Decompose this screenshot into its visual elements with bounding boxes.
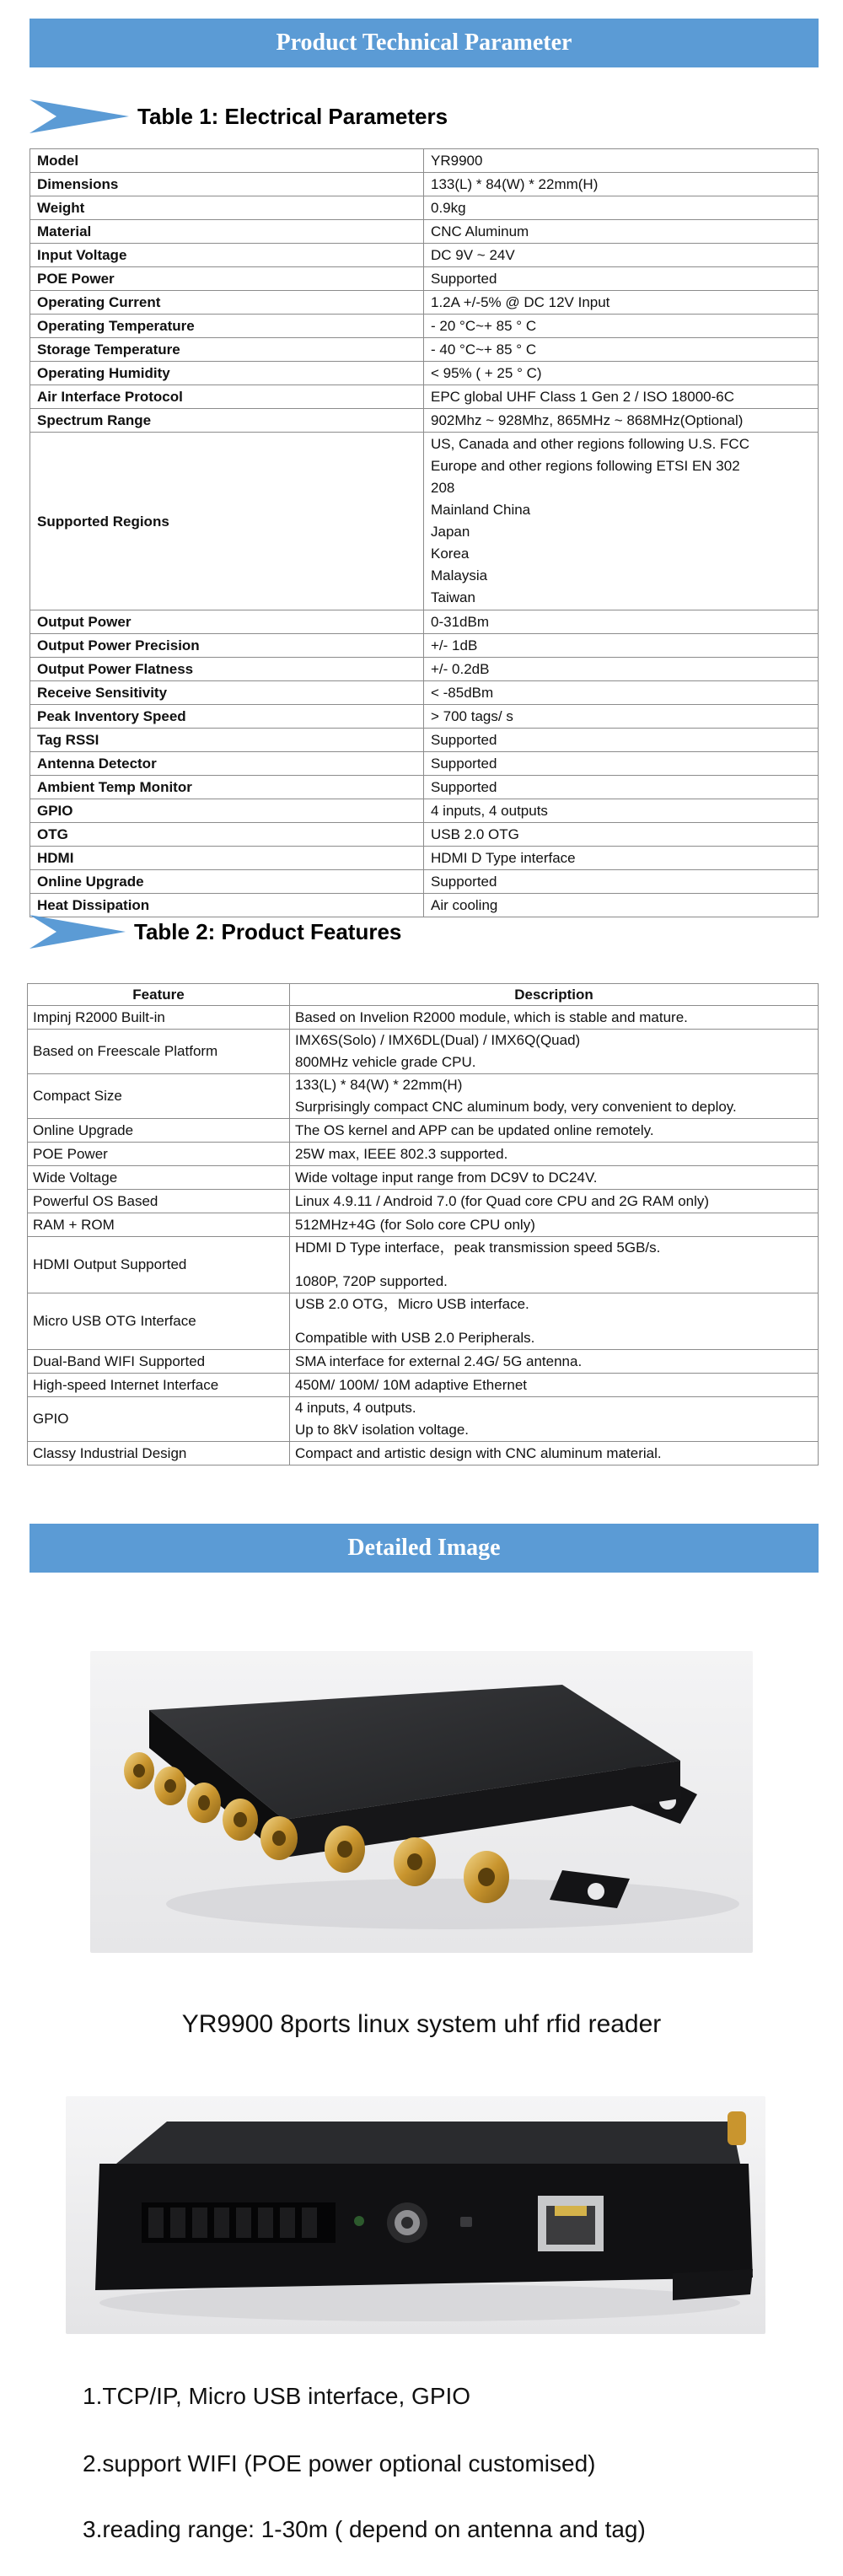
- feature-cell: Classy Industrial Design: [28, 1442, 290, 1465]
- parameter-name: Output Power Precision: [30, 634, 424, 658]
- description-cell: [290, 1030, 819, 1074]
- region-line: Korea: [431, 546, 470, 562]
- technical-parameter-banner: [30, 19, 819, 67]
- parameter-value: Supported: [424, 870, 819, 894]
- table-row: [30, 433, 819, 610]
- description-line: Compatible with USB 2.0 Peripherals.: [295, 1330, 535, 1346]
- table-row: [30, 847, 819, 870]
- description-cell: [290, 1074, 819, 1119]
- table-row: [30, 823, 819, 847]
- region-line: 208: [431, 480, 455, 496]
- region-line: Mainland China: [431, 502, 531, 518]
- parameter-value: [424, 433, 819, 610]
- feature-column-header: Feature: [28, 984, 290, 1006]
- feature-cell: Online Upgrade: [28, 1119, 290, 1143]
- parameter-name: Operating Temperature: [30, 315, 424, 338]
- table-row: [30, 409, 819, 433]
- description-cell: [290, 1006, 819, 1030]
- description-line: Surprisingly compact CNC aluminum body, very convenient to deploy.: [295, 1099, 737, 1115]
- parameter-name: OTG: [30, 823, 424, 847]
- product-caption: YR9900 8ports linux system uhf rfid reader: [181, 2010, 662, 2038]
- parameter-name: Weight: [30, 196, 424, 220]
- table-row: [30, 196, 819, 220]
- table-row: [30, 267, 819, 291]
- parameter-value: HDMI D Type interface: [424, 847, 819, 870]
- parameter-value: Supported: [424, 752, 819, 776]
- feature-cell: HDMI Output Supported: [28, 1237, 290, 1293]
- description-line: 25W max, IEEE 802.3 supported.: [295, 1145, 508, 1162]
- table-row: [28, 1074, 819, 1119]
- feature-bullet: 1.TCP/IP, Micro USB interface, GPIO: [83, 2383, 471, 2409]
- feature-cell: High-speed Internet Interface: [28, 1374, 290, 1397]
- feature-cell: Impinj R2000 Built-in: [28, 1006, 290, 1030]
- parameter-value: Supported: [424, 267, 819, 291]
- description-line: IMX6S(Solo) / IMX6DL(Dual) / IMX6Q(Quad): [295, 1032, 581, 1048]
- table-row: [30, 362, 819, 385]
- table-row: [30, 173, 819, 196]
- parameter-name: Tag RSSI: [30, 729, 424, 752]
- detailed-image-banner: [30, 1524, 819, 1573]
- parameter-value: +/- 1dB: [424, 634, 819, 658]
- parameter-value: < 95% ( + 25 ° C): [424, 362, 819, 385]
- description-cell: [290, 1190, 819, 1213]
- table-row: [28, 1006, 819, 1030]
- table-row: [30, 634, 819, 658]
- parameter-name: HDMI: [30, 847, 424, 870]
- table1-heading: [30, 95, 448, 137]
- parameter-name: Spectrum Range: [30, 409, 424, 433]
- parameter-name: Storage Temperature: [30, 338, 424, 362]
- parameter-value: CNC Aluminum: [424, 220, 819, 244]
- description-line: Wide voltage input range from DC9V to DC24V.: [295, 1169, 598, 1186]
- description-cell: [290, 1374, 819, 1397]
- parameter-name: Dimensions: [30, 173, 424, 196]
- description-line: 133(L) * 84(W) * 22mm(H): [295, 1077, 463, 1093]
- table-row: [28, 1030, 819, 1074]
- table-row: [30, 385, 819, 409]
- table-row: [28, 1190, 819, 1213]
- parameter-name: Ambient Temp Monitor: [30, 776, 424, 799]
- table-header-row: [28, 984, 819, 1006]
- description-cell: [290, 1442, 819, 1465]
- parameter-name: Output Power: [30, 610, 424, 634]
- parameter-value: USB 2.0 OTG: [424, 823, 819, 847]
- table-row: [28, 1293, 819, 1350]
- feature-cell: Dual-Band WIFI Supported: [28, 1350, 290, 1374]
- parameter-name: GPIO: [30, 799, 424, 823]
- table-row: [30, 610, 819, 634]
- parameter-value: < -85dBm: [424, 681, 819, 705]
- parameter-value: Air cooling: [424, 894, 819, 917]
- feature-cell: RAM + ROM: [28, 1213, 290, 1237]
- description-line: 4 inputs, 4 outputs.: [295, 1400, 416, 1416]
- parameter-name: Supported Regions: [30, 433, 424, 610]
- description-cell: [290, 1293, 819, 1350]
- parameter-name: Antenna Detector: [30, 752, 424, 776]
- table-row: [30, 776, 819, 799]
- table-row: [30, 752, 819, 776]
- description-line: The OS kernel and APP can be updated online remotely.: [295, 1121, 654, 1138]
- description-line: 450M/ 100M/ 10M adaptive Ethernet: [295, 1376, 527, 1393]
- table-row: [30, 220, 819, 244]
- feature-cell: Powerful OS Based: [28, 1190, 290, 1213]
- product-features-table: [27, 983, 819, 1465]
- parameter-name: Heat Dissipation: [30, 894, 424, 917]
- parameter-value: DC 9V ~ 24V: [424, 244, 819, 267]
- table2-title: Table 2: Product Features: [134, 918, 402, 944]
- parameter-name: Model: [30, 149, 424, 173]
- parameter-name: Peak Inventory Speed: [30, 705, 424, 729]
- parameter-value: 133(L) * 84(W) * 22mm(H): [424, 173, 819, 196]
- description-line: 800MHz vehicle grade CPU.: [295, 1054, 476, 1070]
- parameter-value: 1.2A +/-5% @ DC 12V Input: [424, 291, 819, 315]
- table2-heading: [30, 911, 401, 953]
- parameter-name: Operating Current: [30, 291, 424, 315]
- table-row: [30, 338, 819, 362]
- description-line: HDMI D Type interface，peak transmission speed 5GB/s.: [295, 1240, 661, 1256]
- table-row: [30, 149, 819, 173]
- parameter-name: Output Power Flatness: [30, 658, 424, 681]
- description-line: [295, 1315, 813, 1327]
- parameter-value: - 40 °C~+ 85 ° C: [424, 338, 819, 362]
- region-line: Taiwan: [431, 589, 475, 605]
- parameter-value: YR9900: [424, 149, 819, 173]
- description-column-header: Description: [290, 984, 819, 1006]
- parameter-value: - 20 °C~+ 85 ° C: [424, 315, 819, 338]
- banner-title: Detailed Image: [347, 1535, 501, 1561]
- reader-rear-panel-photo: [66, 2096, 765, 2334]
- description-line: [295, 1259, 813, 1271]
- table-row: [30, 705, 819, 729]
- parameter-name: Operating Humidity: [30, 362, 424, 385]
- description-line: 512MHz+4G (for Solo core CPU only): [295, 1216, 535, 1233]
- parameter-value: 4 inputs, 4 outputs: [424, 799, 819, 823]
- table-row: [28, 1397, 819, 1442]
- feature-cell: Wide Voltage: [28, 1166, 290, 1190]
- parameter-name: Online Upgrade: [30, 870, 424, 894]
- table-row: [28, 1166, 819, 1190]
- description-cell: [290, 1119, 819, 1143]
- banner-title: Product Technical Parameter: [276, 30, 572, 56]
- table-row: [28, 1374, 819, 1397]
- table-row: [30, 681, 819, 705]
- parameter-name: Receive Sensitivity: [30, 681, 424, 705]
- description-line: Up to 8kV isolation voltage.: [295, 1422, 470, 1438]
- parameter-value: 902Mhz ~ 928Mhz, 865MHz ~ 868MHz(Optional): [424, 409, 819, 433]
- parameter-value: 0.9kg: [424, 196, 819, 220]
- reader-antenna-ports-photo: [90, 1651, 753, 1953]
- table-row: [30, 244, 819, 267]
- region-line: Malaysia: [431, 567, 488, 583]
- region-line: US, Canada and other regions following U.S. FCC: [431, 436, 749, 452]
- description-cell: [290, 1213, 819, 1237]
- parameter-value: Supported: [424, 729, 819, 752]
- table-row: [30, 799, 819, 823]
- table-row: [30, 729, 819, 752]
- feature-cell: Micro USB OTG Interface: [28, 1293, 290, 1350]
- arrow-icon: [30, 99, 129, 133]
- region-line: Europe and other regions following ETSI EN 302: [431, 458, 740, 474]
- table-row: [28, 1213, 819, 1237]
- table-row: [28, 1237, 819, 1293]
- parameter-name: POE Power: [30, 267, 424, 291]
- feature-bullet: 2.support WIFI (POE power optional customised): [83, 2450, 596, 2477]
- table-row: [28, 1350, 819, 1374]
- description-line: Linux 4.9.11 / Android 7.0 (for Quad core CPU and 2G RAM only): [295, 1192, 710, 1209]
- parameter-value: +/- 0.2dB: [424, 658, 819, 681]
- parameter-value: EPC global UHF Class 1 Gen 2 / ISO 18000-6C: [424, 385, 819, 409]
- table-row: [30, 870, 819, 894]
- feature-bullet: 3.reading range: 1-30m ( depend on antenna and tag): [83, 2516, 646, 2542]
- feature-cell: Compact Size: [28, 1074, 290, 1119]
- table-row: [28, 1119, 819, 1143]
- arrow-icon: [30, 915, 126, 949]
- description-cell: [290, 1166, 819, 1190]
- description-cell: [290, 1397, 819, 1442]
- description-line: USB 2.0 OTG，Micro USB interface.: [295, 1296, 529, 1312]
- table-row: [28, 1143, 819, 1166]
- parameter-value: 0-31dBm: [424, 610, 819, 634]
- description-cell: [290, 1237, 819, 1293]
- description-cell: [290, 1143, 819, 1166]
- table-row: [30, 315, 819, 338]
- description-line: SMA interface for external 2.4G/ 5G antenna.: [295, 1353, 583, 1369]
- region-line: Japan: [431, 524, 470, 540]
- table-row: [30, 291, 819, 315]
- parameter-value: > 700 tags/ s: [424, 705, 819, 729]
- feature-cell: Based on Freescale Platform: [28, 1030, 290, 1074]
- table1-title: Table 1: Electrical Parameters: [137, 103, 448, 129]
- description-line: Based on Invelion R2000 module, which is stable and mature.: [295, 1008, 688, 1025]
- feature-cell: GPIO: [28, 1397, 290, 1442]
- parameter-value: Supported: [424, 776, 819, 799]
- description-line: Compact and artistic design with CNC aluminum material.: [295, 1444, 662, 1461]
- table-row: [28, 1442, 819, 1465]
- description-cell: [290, 1350, 819, 1374]
- parameter-name: Input Voltage: [30, 244, 424, 267]
- parameter-name: Air Interface Protocol: [30, 385, 424, 409]
- feature-cell: POE Power: [28, 1143, 290, 1166]
- table-row: [30, 658, 819, 681]
- description-line: 1080P, 720P supported.: [295, 1273, 448, 1289]
- parameter-name: Material: [30, 220, 424, 244]
- electrical-parameters-table: [30, 148, 819, 917]
